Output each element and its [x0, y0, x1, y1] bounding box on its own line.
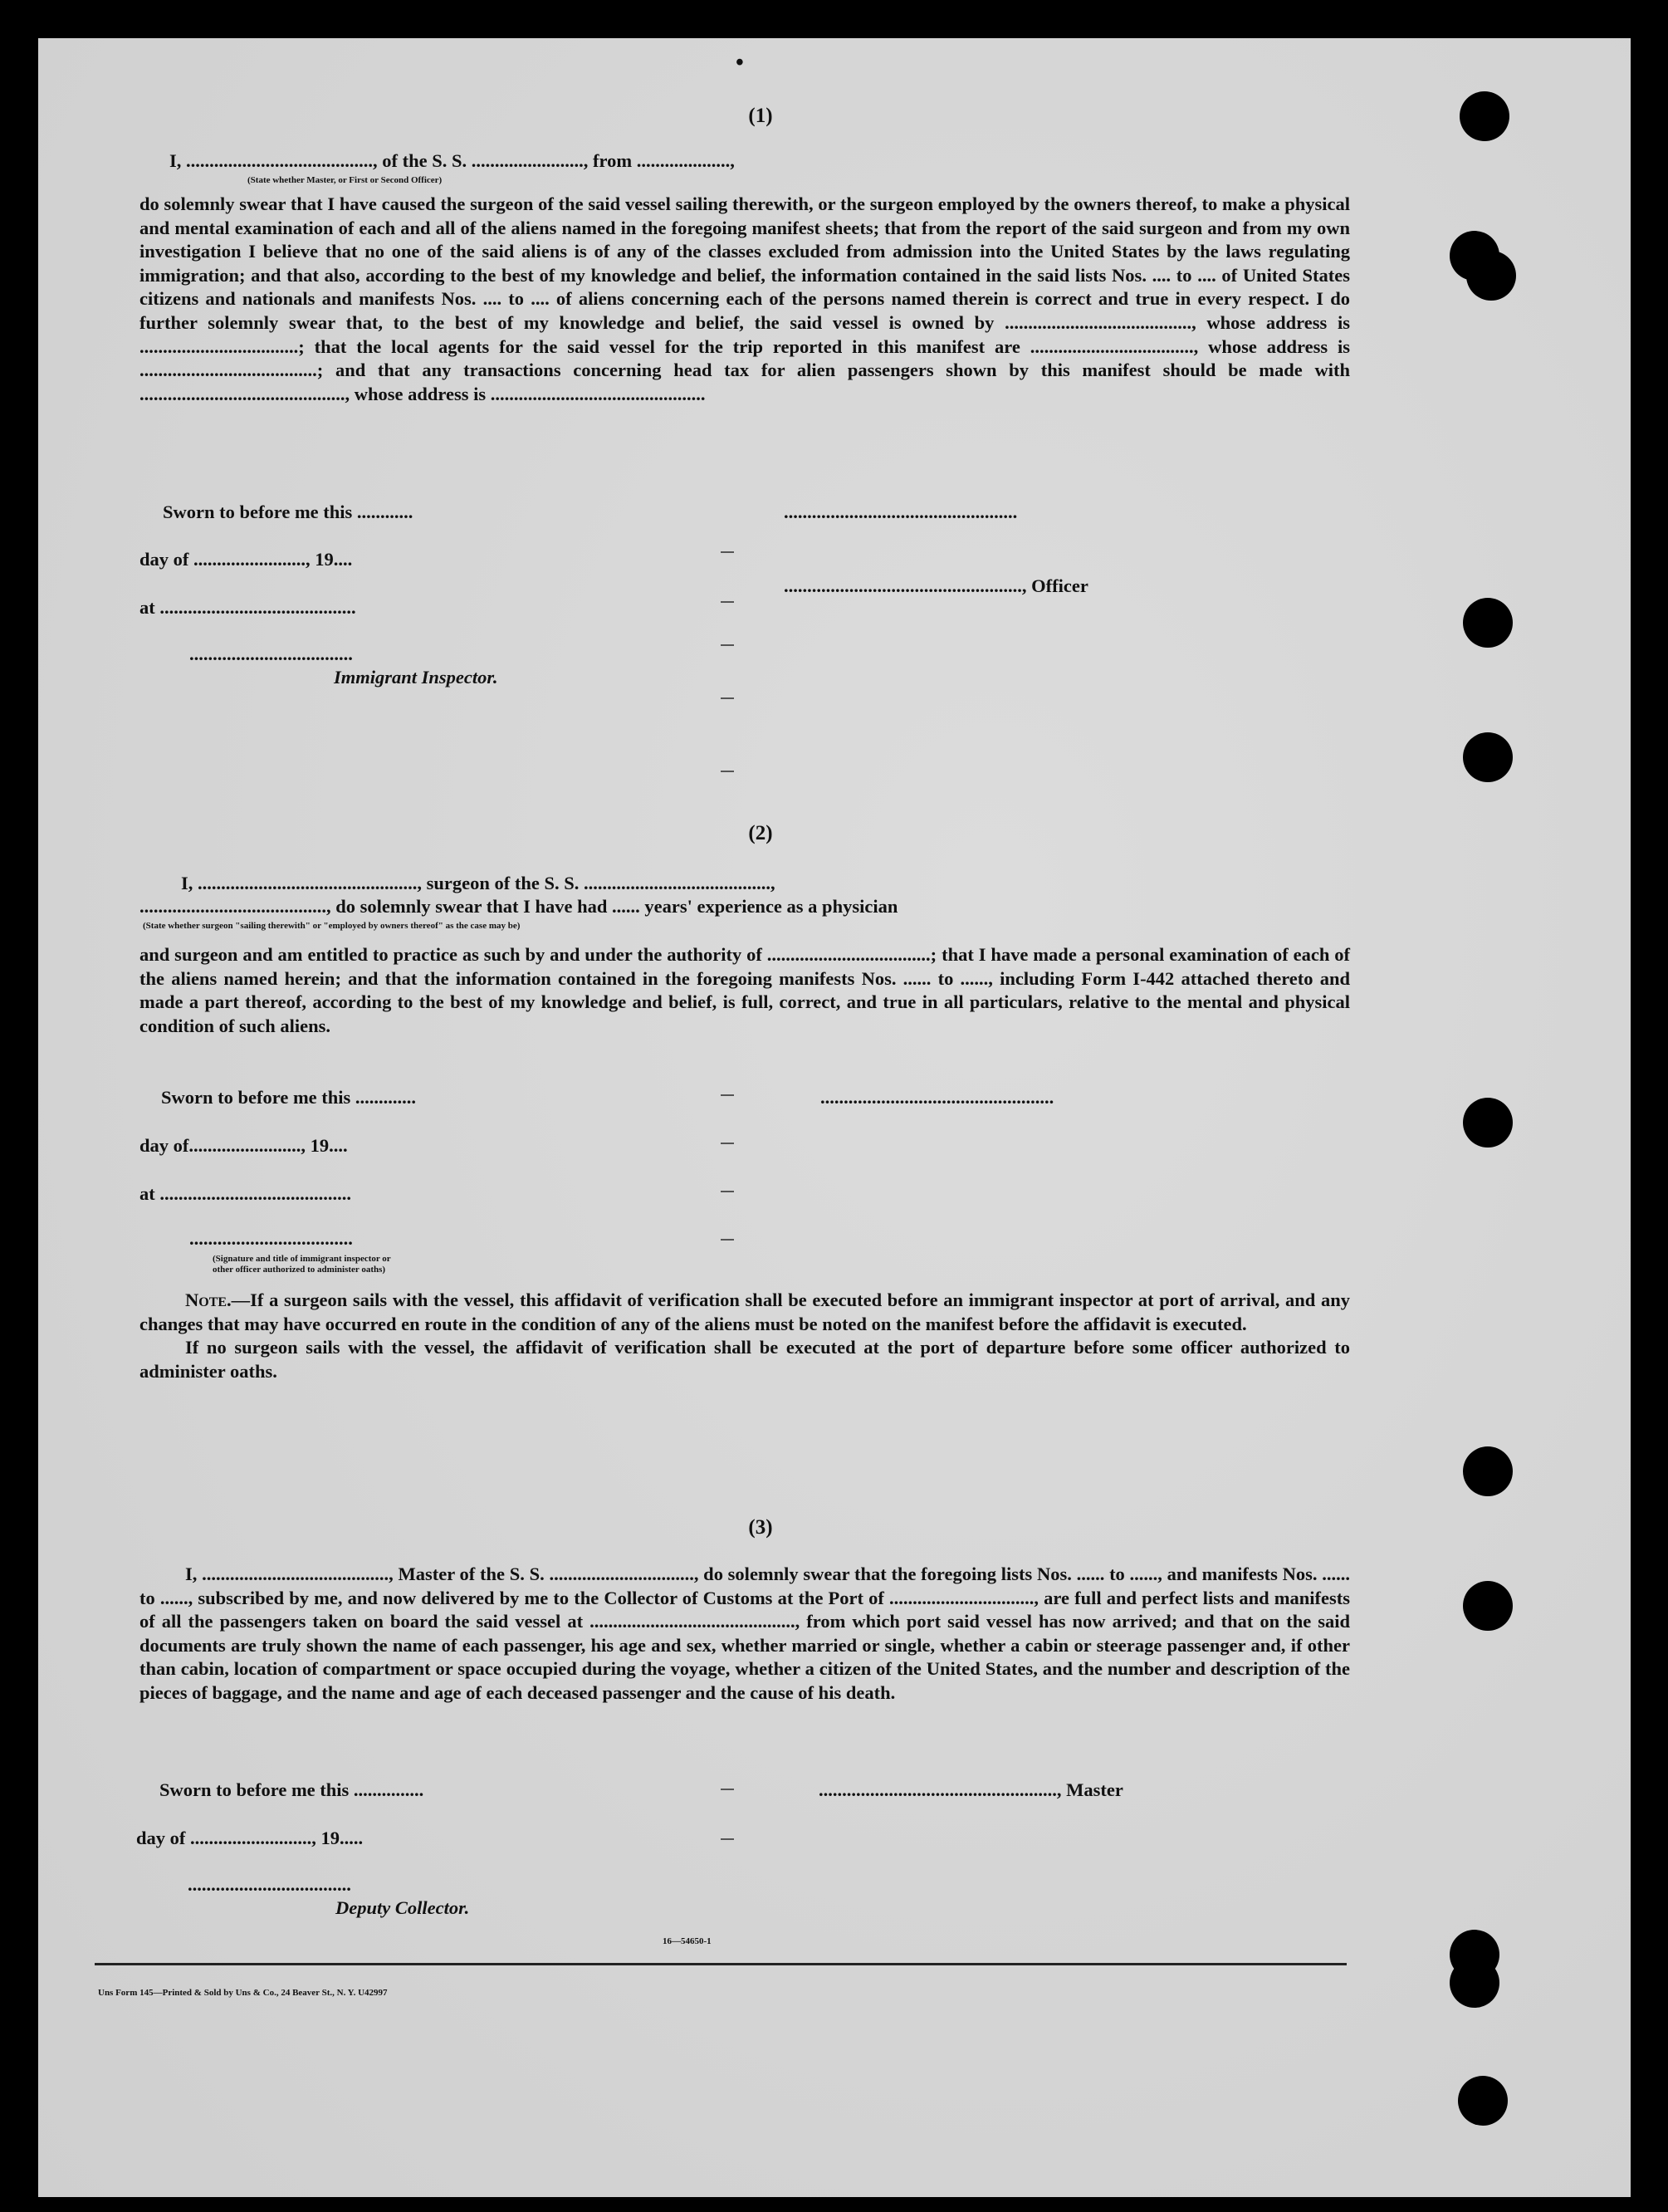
document-page: [38, 38, 1631, 2197]
signature-line: ...................................: [189, 1228, 353, 1249]
margin-dash: [721, 771, 734, 772]
affidavit-line: I, ..............................................., surgeon of the S. S. ........................................,: [181, 873, 775, 893]
officer-line: ..................................................., Officer: [784, 575, 1088, 596]
field-note: (State whether Master, or First or Second Officer): [247, 175, 443, 185]
master-line: ..................................................., Master: [819, 1779, 1123, 1800]
margin-dash: [721, 1239, 734, 1241]
margin-dash: [721, 1789, 734, 1790]
section-heading: (3): [748, 1516, 773, 1539]
margin-dash: [721, 1191, 734, 1192]
note-text: If no surgeon sails with the vessel, the affidavit of verification shall be executed at the port of departure before some officer authorized to administer oaths.: [139, 1337, 1350, 1382]
margin-dash: [721, 1094, 734, 1096]
sworn-line: Sworn to before me this .............: [161, 1087, 417, 1108]
ink-mark: •: [736, 50, 744, 76]
signature-line: ..................................................: [784, 502, 1018, 522]
affidavit-line: I, ........................................, of the S. S. ........................, from ....................,: [169, 150, 735, 171]
sworn-line: Sworn to before me this ...............: [159, 1779, 424, 1800]
affidavit-body: [139, 943, 1350, 1038]
margin-dash: [721, 551, 734, 553]
punch-hole: [1463, 732, 1513, 782]
signature-note: other officer authorized to administer oaths): [213, 1265, 386, 1275]
note-label: Note.: [185, 1290, 232, 1310]
margin-dash: [721, 1838, 734, 1840]
signature-line: ...................................: [188, 1874, 351, 1895]
section-heading: (2): [748, 822, 773, 844]
affidavit-paragraph: I, ........................................, Master of the S. S. ..............................., do solemnly swear that the foregoing lists Nos. ...... to ......, and manifests Nos. ...... to ......, subscribed by me, and now delivered by me to the Collector of Customs at the Port of ..............................., are full and perfect lists and manifests of all the passengers taken on board the said vessel at ............................................, from which port said vessel has now arrived; and that on the said documents are truly shown the name of each passenger, his age and sex, whether married or single, whether a cabin or steerage passenger and, if other than cabin, location of compartment or space occupied during the voyage, whether a citizen of the United States, and the number and description of the pieces of baggage, and the name and age of each deceased passenger and the cause of his death.: [139, 1564, 1350, 1703]
affidavit-line: ........................................, do solemnly swear that I have had ...... years' experience as a physician: [139, 896, 898, 917]
date-line: day of .........................., 19.....: [136, 1828, 364, 1848]
margin-dash: [721, 1143, 734, 1144]
signature-line: ..................................................: [820, 1087, 1054, 1108]
punch-hole: [1466, 251, 1516, 301]
signature-title: Deputy Collector.: [335, 1897, 470, 1918]
footer-rule: [95, 1963, 1347, 1965]
margin-dash: [721, 697, 734, 699]
punch-hole: [1463, 598, 1513, 648]
affidavit-body: [139, 1563, 1350, 1705]
margin-dash: [721, 601, 734, 603]
note-block: [139, 1289, 1350, 1383]
punch-hole: [1458, 2076, 1508, 2126]
place-line: at ..........................................: [139, 597, 356, 618]
punch-hole: [1450, 1958, 1499, 2008]
punch-hole: [1463, 1446, 1513, 1496]
form-code: 16—54650-1: [663, 1936, 712, 1946]
punch-hole: [1463, 1098, 1513, 1148]
section-heading: (1): [748, 105, 773, 127]
signature-note: (Signature and title of immigrant inspector or: [213, 1254, 391, 1264]
field-note: (State whether surgeon "sailing therewith" or "employed by owners thereof" as the case may be): [143, 921, 521, 931]
date-line: day of ........................, 19....: [139, 549, 353, 570]
affidavit-paragraph: do solemnly swear that I have caused the surgeon of the said vessel sailing therewith, or the surgeon employed by the owners thereof, to make a physical and mental examination of each and all of the aliens named in the foregoing manifest sheets; that from the report of the said surgeon and from my own investigation I believe that no one of the said aliens is of any of the classes excluded from admission into the United States by the laws regulating immigration; and that also, according to the best of my knowledge and belief, the information contained in the said lists Nos. .... to .... of United States citizens and nationals and manifests Nos. .... to .... of aliens concerning each of the persons named therein is correct and true in every respect. I do further solemnly swear that, to the best of my knowledge and belief, the said vessel is owned by ........................................, whose address is ..................................; that the local agents for the said vessel for the trip reported in this manifest are ..................................., whose address is ......................................; and that any transactions concerning head tax for alien passengers shown by this manifest should be made with ............................................, whose address is ..............................................: [139, 193, 1350, 404]
place-line: at .........................................: [139, 1183, 351, 1204]
signature-title: Immigrant Inspector.: [334, 667, 498, 688]
margin-dash: [721, 644, 734, 646]
printer-line: Uns Form 145—Printed & Sold by Uns & Co., 24 Beaver St., N. Y. U42997: [98, 1988, 388, 1998]
punch-hole: [1463, 1581, 1513, 1631]
date-line: day of........................, 19....: [139, 1135, 348, 1156]
affidavit-paragraph: and surgeon and am entitled to practice as such by and under the authority of ...................................; that I have made a personal examination of each of the aliens named herein; and that the information contained in the foregoing manifests Nos. ...... to ......, including Form I-442 attached thereto and made a part thereof, according to the best of my knowledge and belief, is full, correct, and true in all particulars, relative to the mental and physical condition of such aliens.: [139, 944, 1350, 1036]
punch-hole: [1460, 91, 1509, 141]
sworn-line: Sworn to before me this ............: [163, 502, 413, 522]
note-text: —If a surgeon sails with the vessel, this affidavit of verification shall be executed before an immigrant inspector at port of arrival, and any changes that may have occurred en route in the condition of any of the aliens must be noted on the manifest before the affidavit is executed.: [139, 1290, 1350, 1334]
affidavit-body: [139, 193, 1350, 406]
signature-line: ...................................: [189, 644, 353, 664]
